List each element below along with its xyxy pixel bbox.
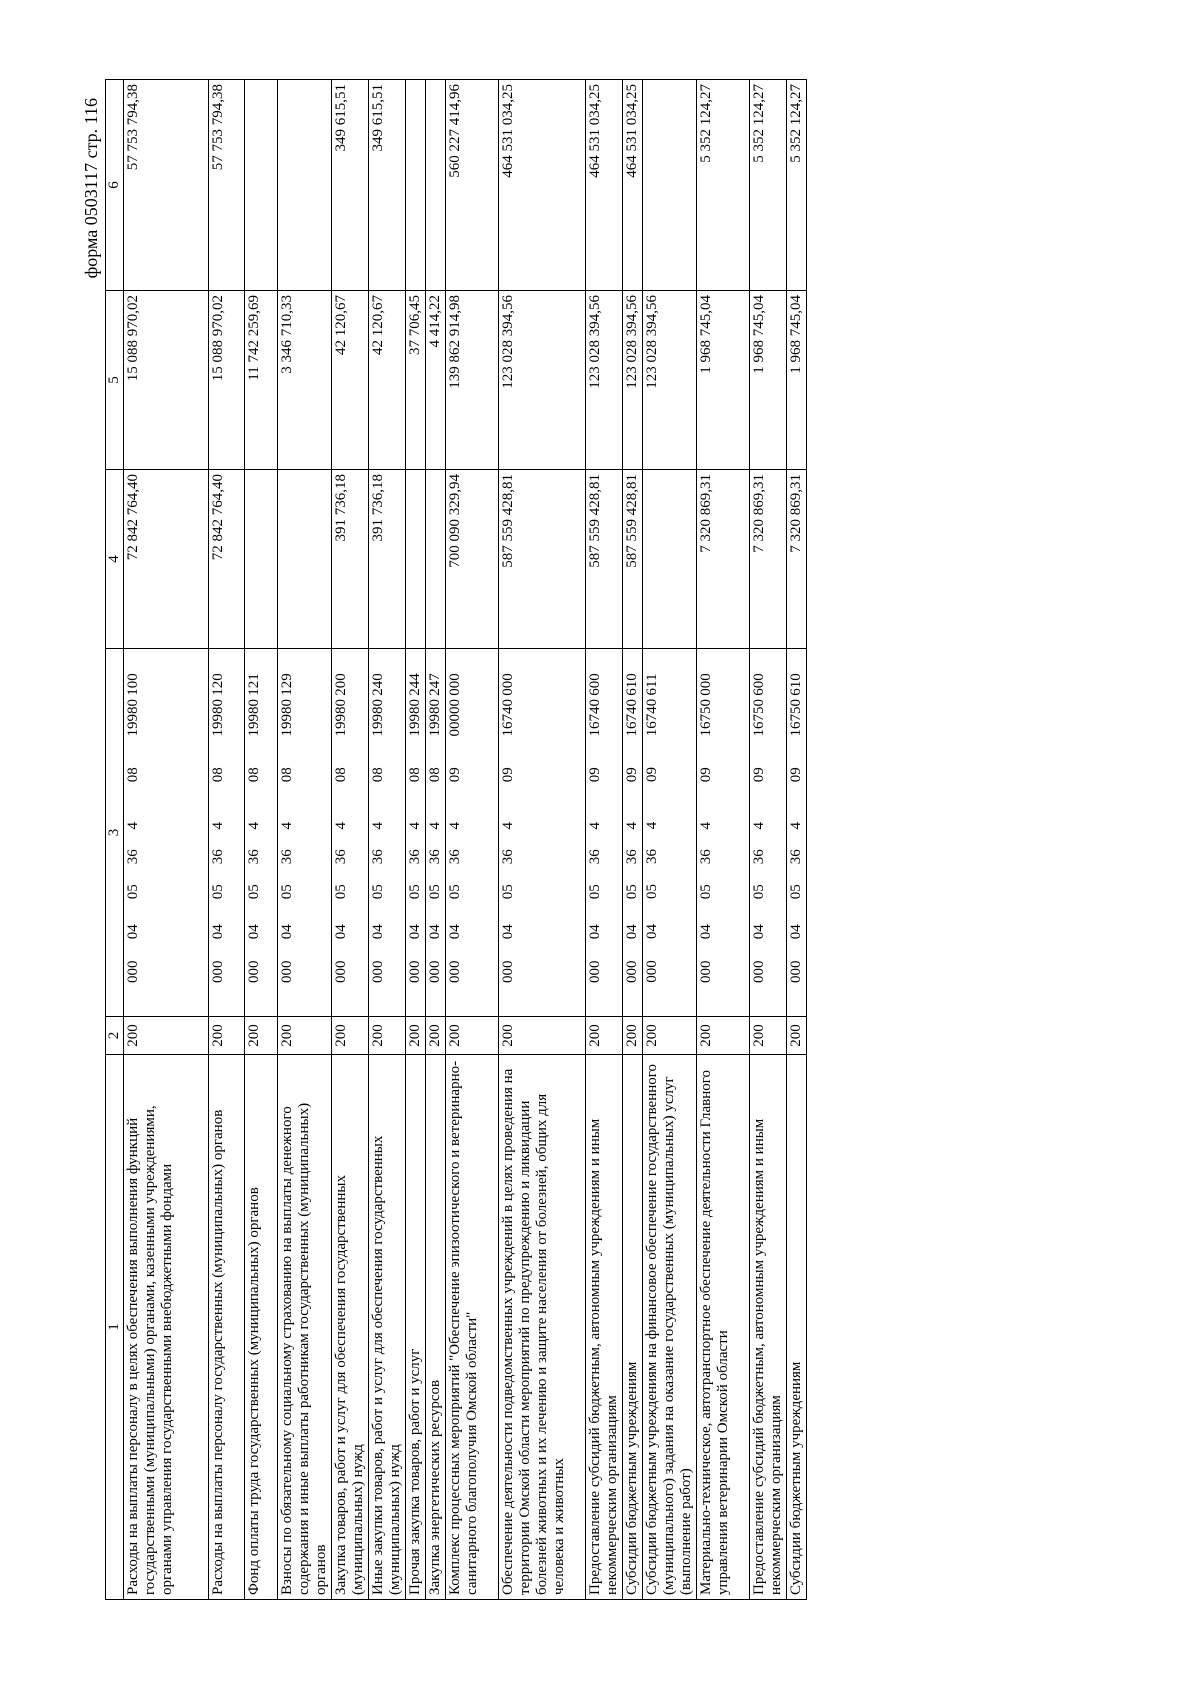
table-row (499, 80, 586, 1600)
code-segment: 4 (751, 822, 767, 830)
code-segment: 16740 (644, 698, 660, 737)
classification-code (586, 649, 623, 1017)
code-segment: 36 (788, 849, 804, 865)
unexecuted-amount: 464 531 034,25 (499, 80, 586, 291)
code-segment: 611 (644, 673, 660, 696)
code-segment: 244 (407, 673, 423, 696)
executed-amount: 123 028 394,56 (643, 291, 697, 470)
code-segment: 000 (644, 960, 660, 983)
code-segment: 08 (427, 767, 443, 783)
column-number: 2 (106, 1017, 124, 1055)
approved-amount (245, 470, 278, 649)
code-segment: 04 (447, 924, 463, 940)
code-segment: 04 (500, 924, 516, 940)
code-segment: 05 (246, 884, 262, 900)
unexecuted-amount: 560 227 414,96 (446, 80, 499, 291)
executed-amount: 3 346 710,33 (278, 291, 332, 470)
code-segment: 4 (698, 822, 714, 830)
code-segment: 000 (587, 960, 603, 983)
line-code: 200 (278, 1017, 332, 1055)
executed-amount: 37 706,45 (406, 291, 426, 470)
code-segment: 240 (370, 673, 386, 696)
row-name: Прочая закупка товаров, работ и услуг (406, 1055, 426, 1600)
code-segment: 19980 (125, 699, 141, 737)
classification-code (697, 649, 750, 1017)
executed-amount: 15 088 970,02 (209, 291, 245, 470)
code-segment: 04 (751, 924, 767, 940)
code-segment: 05 (125, 884, 141, 900)
executed-amount: 4 414,22 (426, 291, 446, 470)
row-name: Иные закупки товаров, работ и услуг для обеспечения государственных (муниципальных) нужд (369, 1055, 406, 1600)
code-segment: 000 (210, 960, 226, 983)
approved-amount: 587 559 428,81 (499, 470, 586, 649)
code-segment: 36 (370, 849, 386, 865)
code-segment: 4 (210, 822, 226, 830)
code-segment: 4 (407, 822, 423, 830)
code-segment: 120 (210, 673, 226, 696)
classification-code (426, 649, 446, 1017)
approved-amount: 700 090 329,94 (446, 470, 499, 649)
code-segment: 09 (447, 767, 463, 783)
code-segment: 05 (624, 884, 640, 900)
code-segment: 09 (587, 767, 603, 783)
row-name: Предоставление субсидий бюджетным, автономным учреждениям и иным некоммерческим организациям (750, 1055, 787, 1600)
line-code: 200 (623, 1017, 643, 1055)
unexecuted-amount: 464 531 034,25 (623, 80, 643, 291)
table-row (697, 80, 750, 1600)
code-segment: 36 (447, 849, 463, 865)
code-segment: 36 (427, 849, 443, 865)
line-code: 200 (750, 1017, 787, 1055)
code-segment: 000 (333, 960, 349, 983)
unexecuted-amount: 5 352 124,27 (750, 80, 787, 291)
row-name: Предоставление субсидий бюджетным, автономным учреждениям и иным некоммерческим организациям (586, 1055, 623, 1600)
code-segment: 36 (644, 848, 660, 864)
code-segment: 4 (500, 822, 516, 830)
classification-code (245, 649, 278, 1017)
code-segment: 4 (333, 822, 349, 830)
code-segment: 4 (624, 822, 640, 830)
classification-code (499, 649, 586, 1017)
unexecuted-amount (245, 80, 278, 291)
code-segment: 04 (279, 924, 295, 940)
code-segment: 36 (125, 849, 141, 865)
code-segment: 08 (333, 767, 349, 783)
approved-amount: 72 842 764,40 (124, 470, 209, 649)
code-segment: 09 (698, 767, 714, 783)
code-segment: 121 (246, 673, 262, 696)
code-segment: 4 (447, 822, 463, 830)
approved-amount: 587 559 428,81 (586, 470, 623, 649)
executed-amount: 11 742 259,69 (245, 291, 278, 470)
code-segment: 000 (125, 960, 141, 983)
code-segment: 4 (370, 822, 386, 830)
code-segment: 04 (407, 924, 423, 940)
code-segment: 16750 (751, 699, 767, 737)
row-name: Обеспечение деятельности подведомственных учреждений в целях проведения на территории Омской области мероприятий по предупреждению и ликвидации болезней животных и их лечению и защите населения от болезней, общих для человека и животных (499, 1055, 586, 1600)
executed-amount: 139 862 914,98 (446, 291, 499, 470)
column-number: 5 (106, 291, 124, 470)
executed-amount: 42 120,67 (332, 291, 369, 470)
table-row (406, 80, 426, 1600)
code-segment: 05 (407, 884, 423, 900)
code-segment: 04 (587, 924, 603, 940)
budget-execution-table (105, 79, 807, 1600)
classification-code (369, 649, 406, 1017)
classification-code (406, 649, 426, 1017)
unexecuted-amount (278, 80, 332, 291)
table-row (426, 80, 446, 1600)
executed-amount: 42 120,67 (369, 291, 406, 470)
column-number: 1 (106, 1055, 124, 1600)
report-page (81, 80, 925, 1600)
approved-amount: 587 559 428,81 (623, 470, 643, 649)
code-segment: 19980 (279, 699, 295, 737)
code-segment: 36 (210, 849, 226, 865)
line-code: 200 (787, 1017, 807, 1055)
approved-amount (278, 470, 332, 649)
code-segment: 247 (427, 673, 443, 696)
approved-amount: 72 842 764,40 (209, 470, 245, 649)
code-segment: 04 (210, 924, 226, 940)
code-segment: 04 (370, 924, 386, 940)
approved-amount: 7 320 869,31 (787, 470, 807, 649)
approved-amount (426, 470, 446, 649)
classification-code (623, 649, 643, 1017)
approved-amount (643, 470, 697, 649)
line-code: 200 (209, 1017, 245, 1055)
code-segment: 08 (246, 767, 262, 783)
classification-code (750, 649, 787, 1017)
executed-amount: 123 028 394,56 (623, 291, 643, 470)
code-segment: 19980 (370, 699, 386, 737)
code-segment: 610 (788, 673, 804, 696)
code-segment: 000 (370, 960, 386, 983)
code-segment: 08 (370, 767, 386, 783)
code-segment: 610 (624, 673, 640, 696)
form-reference: форма 0503117 стр. 116 (81, 98, 101, 279)
table-row (643, 80, 697, 1600)
table-row (750, 80, 787, 1600)
classification-code (278, 649, 332, 1017)
code-segment: 4 (125, 822, 141, 830)
unexecuted-amount: 464 531 034,25 (586, 80, 623, 291)
row-name: Субсидии бюджетным учреждениям (623, 1055, 643, 1600)
line-code: 200 (586, 1017, 623, 1055)
code-segment: 05 (587, 884, 603, 900)
code-segment: 000 (751, 960, 767, 983)
table-row (586, 80, 623, 1600)
code-segment: 36 (624, 849, 640, 865)
code-segment: 000 (447, 960, 463, 983)
line-code: 200 (406, 1017, 426, 1055)
table-row (245, 80, 278, 1600)
code-segment: 000 (788, 960, 804, 983)
code-segment: 16740 (624, 699, 640, 737)
code-segment: 36 (333, 849, 349, 865)
code-segment: 05 (500, 884, 516, 900)
code-segment: 19980 (407, 699, 423, 737)
unexecuted-amount (406, 80, 426, 291)
code-segment: 000 (500, 673, 516, 696)
code-segment: 36 (500, 849, 516, 865)
line-code: 200 (499, 1017, 586, 1055)
code-segment: 05 (644, 883, 660, 899)
row-name: Закупка товаров, работ и услуг для обеспечения государственных (муниципальных) нужд (332, 1055, 369, 1600)
code-segment: 000 (447, 673, 463, 696)
unexecuted-amount: 349 615,51 (369, 80, 406, 291)
approved-amount: 7 320 869,31 (750, 470, 787, 649)
code-segment: 600 (587, 673, 603, 696)
row-name: Фонд оплаты труда государственных (муниципальных) органов (245, 1055, 278, 1600)
code-segment: 100 (125, 673, 141, 696)
row-name: Расходы на выплаты персоналу государственных (муниципальных) органов (209, 1055, 245, 1600)
code-segment: 000 (279, 960, 295, 983)
column-number: 4 (106, 470, 124, 649)
unexecuted-amount: 5 352 124,27 (697, 80, 750, 291)
code-segment: 000 (624, 960, 640, 983)
column-number: 3 (106, 649, 124, 1017)
executed-amount: 123 028 394,56 (586, 291, 623, 470)
row-name: Взносы по обязательному социальному страхованию на выплаты денежного содержания и иные выплаты работникам государственных (муниципальных) органов (278, 1055, 332, 1600)
code-segment: 4 (427, 822, 443, 830)
row-name: Субсидии бюджетным учреждениям (787, 1055, 807, 1600)
code-segment: 600 (751, 673, 767, 696)
code-segment: 04 (698, 924, 714, 940)
code-segment: 05 (788, 884, 804, 900)
approved-amount: 391 736,18 (369, 470, 406, 649)
row-name: Закупка энергетических ресурсов (426, 1055, 446, 1600)
executed-amount: 15 088 970,02 (124, 291, 209, 470)
code-segment: 08 (210, 767, 226, 783)
code-segment: 09 (751, 767, 767, 783)
unexecuted-amount (426, 80, 446, 291)
table-row (278, 80, 332, 1600)
code-segment: 36 (587, 849, 603, 865)
unexecuted-amount: 57 753 794,38 (124, 80, 209, 291)
classification-code (643, 649, 697, 1017)
line-code: 200 (643, 1017, 697, 1055)
code-segment: 09 (500, 767, 516, 783)
row-name: Субсидии бюджетным учреждениям на финансовое обеспечение государственного (муниципального) задания на оказание государственных (муниципальных) услуг (выполнение работ) (643, 1055, 697, 1600)
code-segment: 4 (788, 822, 804, 830)
code-segment: 04 (788, 924, 804, 940)
code-segment: 04 (125, 924, 141, 940)
code-segment: 4 (644, 821, 660, 830)
unexecuted-amount: 57 753 794,38 (209, 80, 245, 291)
code-segment: 05 (447, 884, 463, 900)
code-segment: 000 (698, 960, 714, 983)
code-segment: 4 (246, 822, 262, 830)
classification-code (124, 649, 209, 1017)
line-code: 200 (697, 1017, 750, 1055)
table-row (369, 80, 406, 1600)
code-segment: 4 (587, 822, 603, 830)
classification-code (332, 649, 369, 1017)
executed-amount: 1 968 745,04 (787, 291, 807, 470)
code-segment: 08 (407, 767, 423, 783)
line-code: 200 (332, 1017, 369, 1055)
code-segment: 05 (751, 884, 767, 900)
table-row (787, 80, 807, 1600)
table-row (124, 80, 209, 1600)
classification-code (209, 649, 245, 1017)
line-code: 200 (245, 1017, 278, 1055)
row-name: Материально-техническое, автотранспортное обеспечение деятельности Главного управления ветеринарии Омской области (697, 1055, 750, 1600)
code-segment: 09 (788, 767, 804, 783)
code-segment: 19980 (246, 699, 262, 737)
executed-amount: 1 968 745,04 (697, 291, 750, 470)
table-row (332, 80, 369, 1600)
code-segment: 16750 (698, 699, 714, 737)
code-segment: 19980 (210, 699, 226, 737)
line-code: 200 (124, 1017, 209, 1055)
code-segment: 000 (500, 960, 516, 983)
executed-amount: 1 968 745,04 (750, 291, 787, 470)
code-segment: 36 (407, 849, 423, 865)
code-segment: 200 (333, 673, 349, 696)
code-segment: 36 (246, 849, 262, 865)
line-code: 200 (426, 1017, 446, 1055)
code-segment: 19980 (333, 699, 349, 737)
code-segment: 000 (246, 960, 262, 983)
table-row (446, 80, 499, 1600)
code-segment: 16740 (500, 699, 516, 737)
approved-amount: 7 320 869,31 (697, 470, 750, 649)
classification-code (787, 649, 807, 1017)
code-segment: 16740 (587, 699, 603, 737)
code-segment: 08 (125, 767, 141, 783)
unexecuted-amount: 349 615,51 (332, 80, 369, 291)
code-segment: 08 (279, 767, 295, 783)
code-segment: 00000 (447, 699, 463, 737)
code-segment: 000 (698, 673, 714, 696)
code-segment: 05 (333, 884, 349, 900)
code-segment: 05 (279, 884, 295, 900)
code-segment: 19980 (427, 699, 443, 737)
code-segment: 09 (624, 767, 640, 783)
approved-amount: 391 736,18 (332, 470, 369, 649)
code-segment: 05 (427, 884, 443, 900)
code-segment: 05 (210, 884, 226, 900)
column-number-row (106, 80, 124, 1600)
code-segment: 000 (407, 960, 423, 983)
unexecuted-amount: 5 352 124,27 (787, 80, 807, 291)
code-segment: 36 (698, 849, 714, 865)
table-body (124, 80, 807, 1600)
executed-amount: 123 028 394,56 (499, 291, 586, 470)
code-segment: 05 (370, 884, 386, 900)
table-row (623, 80, 643, 1600)
code-segment: 36 (751, 849, 767, 865)
line-code: 200 (446, 1017, 499, 1055)
code-segment: 000 (427, 960, 443, 983)
code-segment: 04 (624, 924, 640, 940)
row-name: Комплекс процессных мероприятий "Обеспечение эпизоотического и ветеринарно-санитарного благополучия Омской области" (446, 1055, 499, 1600)
code-segment: 04 (246, 924, 262, 940)
line-code: 200 (369, 1017, 406, 1055)
code-segment: 09 (644, 766, 660, 782)
code-segment: 36 (279, 849, 295, 865)
code-segment: 04 (333, 924, 349, 940)
code-segment: 4 (279, 822, 295, 830)
unexecuted-amount (643, 80, 697, 291)
code-segment: 16750 (788, 699, 804, 737)
column-number: 6 (106, 80, 124, 291)
code-segment: 05 (698, 884, 714, 900)
code-segment: 04 (644, 923, 660, 939)
row-name: Расходы на выплаты персоналу в целях обеспечения выполнения функций государственными (муниципальными) органами, казенными учреждениями, органами управления государственными внебюджетными фондами (124, 1055, 209, 1600)
code-segment: 129 (279, 673, 295, 696)
approved-amount (406, 470, 426, 649)
table-row (209, 80, 245, 1600)
code-segment: 04 (427, 924, 443, 940)
classification-code (446, 649, 499, 1017)
